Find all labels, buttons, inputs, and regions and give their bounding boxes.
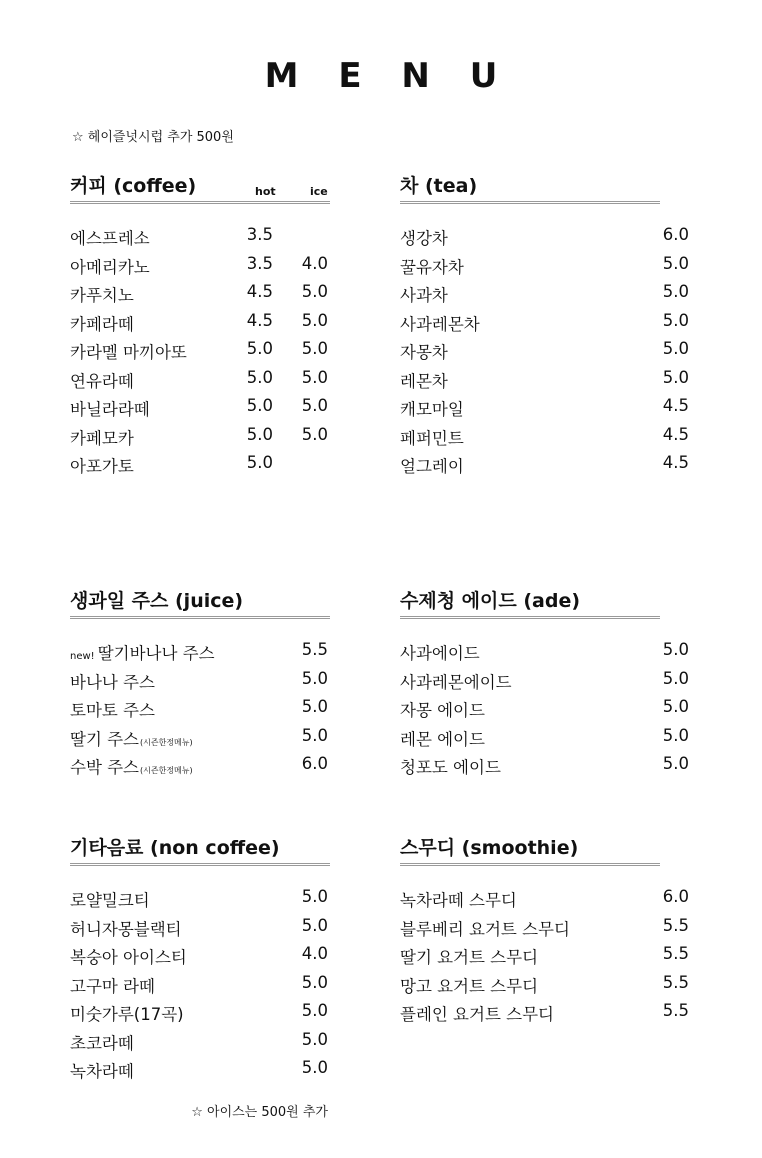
juice-list (70, 640, 330, 783)
item-label: 바나나 주스 (70, 672, 155, 692)
section-smoothie (400, 834, 689, 1030)
menu-item-row (400, 725, 689, 755)
section-title: 생과일 주스 (juice) (70, 590, 244, 612)
item-price: 5.5 (662, 1001, 689, 1020)
menu-item-row (70, 339, 330, 368)
menu-item-row (400, 282, 689, 311)
section-title: 기타음료 (non coffee) (70, 837, 280, 859)
item-name (70, 1030, 134, 1054)
season-limited-tag: (시즌한정메뉴) (140, 737, 193, 747)
menu-item-row (70, 1001, 330, 1030)
item-price: 5.0 (662, 640, 689, 659)
item-name (400, 396, 464, 420)
section-tea (400, 172, 689, 482)
menu-item-row (400, 225, 689, 254)
item-name: 카페라떼 (70, 314, 134, 334)
menu-item-row (70, 225, 330, 254)
item-price: 6.0 (662, 225, 689, 244)
item-label: 초코라떼 (70, 1033, 134, 1053)
smoothie-list (400, 887, 689, 1030)
item-ice-price: 5.0 (301, 282, 328, 301)
item-name (70, 887, 150, 911)
item-price: 5.0 (301, 887, 328, 906)
item-label: 로얄밀크티 (70, 891, 150, 910)
season-limited-tag: (시즌한정메뉴) (140, 766, 193, 775)
item-label: 자몽 에이드 (400, 701, 485, 720)
item-name (400, 640, 480, 664)
menu-item-row (70, 1058, 330, 1087)
item-name (400, 669, 512, 693)
item-name: 아메리카노 (70, 257, 150, 277)
item-name (70, 1058, 134, 1082)
menu-item-row (400, 453, 689, 482)
item-hot-price: 5.0 (246, 453, 273, 472)
item-name: 연유라떼 (70, 371, 134, 391)
menu-item-row (400, 915, 689, 945)
item-name (70, 973, 155, 997)
tea-list (400, 225, 689, 482)
menu-item-row (400, 310, 689, 340)
menu-item-row (400, 668, 689, 698)
item-ice-price: 5.0 (301, 367, 328, 387)
item-name (70, 669, 155, 693)
menu-item-row (70, 396, 330, 425)
item-name (70, 697, 155, 721)
item-price: 5.0 (301, 1001, 328, 1020)
item-name (70, 1001, 184, 1025)
menu-item-row (70, 640, 330, 669)
item-price: 4.0 (301, 944, 328, 963)
item-label: 생강차 (400, 229, 448, 248)
item-price: 6.0 (662, 887, 689, 906)
item-label: 사과레몬차 (400, 314, 480, 334)
section-juice (70, 587, 330, 783)
hazelnut-syrup-note: ☆ 헤이즐넛시럽 추가 500원 (72, 130, 234, 145)
menu-item-row (400, 424, 689, 454)
item-name: 카라멜 마끼아또 (70, 343, 187, 362)
item-hot-price: 5.0 (246, 339, 273, 358)
menu-item-row (400, 253, 689, 283)
menu-item-row (70, 425, 330, 454)
item-name (400, 944, 538, 968)
item-hot-price: 3.5 (246, 253, 273, 273)
item-label: 토마토 주스 (70, 701, 155, 720)
section-title: 스무디 (smoothie) (400, 837, 579, 859)
item-price: 5.0 (662, 754, 689, 773)
menu-item-row (400, 396, 689, 425)
item-label: 딸기 주스 (70, 729, 140, 749)
item-label: 얼그레이 (400, 457, 464, 476)
menu-item-row (400, 1001, 689, 1030)
ade-list (400, 640, 689, 783)
item-hot-price: 4.5 (246, 310, 273, 330)
item-label: 녹차라떼 스무디 (400, 891, 517, 910)
item-label: 레몬 에이드 (400, 729, 485, 749)
item-name: 아포가토 (70, 457, 134, 476)
item-ice-price: 5.0 (301, 396, 328, 415)
item-name (400, 254, 464, 278)
item-price: 5.5 (662, 944, 689, 963)
menu-item-row (400, 697, 689, 726)
item-label: 꿀유자차 (400, 257, 464, 277)
item-price: 4.5 (662, 424, 689, 444)
item-label: 블루베리 요거트 스무디 (400, 919, 570, 939)
item-label: 레몬차 (400, 371, 448, 391)
item-name (70, 726, 193, 750)
menu-item-row (70, 453, 330, 482)
menu-item-row (70, 282, 330, 311)
item-price: 5.0 (662, 339, 689, 358)
item-label: 사과차 (400, 286, 448, 305)
menu-item-row (70, 726, 330, 755)
menu-item-row (400, 367, 689, 397)
item-price: 5.0 (662, 668, 689, 688)
item-label: 청포도 에이드 (400, 758, 501, 777)
item-label: 고구마 라떼 (70, 976, 155, 996)
menu-item-row (400, 944, 689, 973)
item-label: 사과에이드 (400, 644, 480, 663)
item-ice-price: 4.0 (301, 253, 328, 273)
item-name (400, 1001, 554, 1025)
item-label: 허니자몽블랙티 (70, 919, 182, 939)
section-title: 수제청 에이드 (ade) (400, 590, 581, 612)
item-name (70, 944, 187, 968)
menu-item-row (70, 669, 330, 698)
item-name: 카페모카 (70, 428, 134, 448)
item-price: 5.0 (662, 697, 689, 716)
item-name (400, 311, 480, 335)
item-label: 자몽차 (400, 343, 448, 362)
menu-item-row (70, 1030, 330, 1059)
item-name: 바닐라라떼 (70, 400, 150, 419)
section-title: 차 (tea) (400, 175, 478, 197)
item-price: 5.0 (301, 697, 328, 716)
item-ice-price: 5.0 (301, 310, 328, 330)
item-label: 녹차라떼 (70, 1062, 134, 1081)
menu-item-row (70, 887, 330, 916)
item-hot-price: 5.0 (246, 396, 273, 415)
item-name (400, 887, 517, 911)
menu-item-row (70, 916, 330, 945)
item-label: 플레인 요거트 스무디 (400, 1005, 554, 1024)
item-name (400, 754, 501, 778)
menu-item-row (400, 640, 689, 669)
section-header (70, 587, 330, 619)
item-label: 딸기바나나 주스 (97, 644, 215, 663)
item-ice-price: 5.0 (301, 424, 328, 444)
item-name (400, 225, 448, 249)
item-price: 5.0 (662, 367, 689, 387)
item-hot-price: 3.5 (246, 225, 273, 244)
item-hot-price: 5.0 (246, 424, 273, 444)
new-badge: new! (70, 651, 95, 662)
item-price: 5.0 (662, 253, 689, 273)
item-name (400, 425, 464, 449)
item-label: 딸기 요거트 스무디 (400, 948, 539, 967)
item-name (400, 339, 448, 363)
item-label: 페퍼민트 (400, 428, 464, 448)
item-name (70, 754, 193, 778)
section-title: 커피 (coffee) (70, 175, 197, 197)
item-price: 5.0 (662, 725, 689, 745)
item-price: 5.5 (662, 915, 689, 935)
item-name (400, 916, 570, 940)
section-header (70, 172, 330, 204)
section-header (400, 834, 660, 866)
item-name (400, 973, 538, 997)
item-price: 4.5 (662, 453, 689, 472)
item-price: 4.5 (662, 396, 689, 415)
menu-item-row (70, 311, 330, 340)
section-non-coffee (70, 834, 330, 1087)
item-price: 5.0 (301, 915, 328, 935)
menu-item-row (70, 254, 330, 283)
menu-item-row (70, 973, 330, 1002)
item-price: 5.0 (301, 1058, 328, 1077)
item-label: 수박 주스 (70, 758, 140, 777)
item-name: 에스프레소 (70, 229, 150, 248)
menu-item-row (400, 887, 689, 916)
item-name (400, 453, 464, 477)
menu-item-row (400, 339, 689, 368)
item-hot-price: 5.0 (246, 367, 273, 387)
menu-item-row (70, 944, 330, 973)
menu-item-row (70, 368, 330, 397)
item-label: 캐모마일 (400, 400, 464, 419)
section-coffee (70, 172, 330, 482)
coffee-list (70, 225, 330, 482)
item-label: 망고 요거트 스무디 (400, 976, 539, 996)
item-price: 5.0 (301, 972, 328, 992)
item-name (70, 640, 215, 664)
item-price: 5.5 (301, 640, 328, 659)
section-header (400, 587, 660, 619)
section-ade (400, 587, 689, 783)
section-header (70, 834, 330, 866)
item-label: 복숭아 아이스티 (70, 948, 187, 967)
item-ice-price: 5.0 (301, 339, 328, 358)
menu-item-row (400, 972, 689, 1002)
ice-surcharge-note: ☆ 아이스는 500원 추가 (191, 1105, 328, 1120)
item-hot-price: 4.5 (246, 282, 273, 301)
item-price: 6.0 (301, 754, 328, 773)
menu-item-row (70, 697, 330, 726)
item-label: 미숫가루(17곡) (70, 1005, 184, 1024)
menu-item-row (70, 754, 330, 783)
item-name (400, 697, 485, 721)
menu-title: M E N U (264, 56, 512, 96)
menu-item-row (400, 754, 689, 783)
section-header (400, 172, 660, 204)
item-name (400, 368, 448, 392)
item-price: 5.0 (301, 1029, 328, 1049)
item-name: 카푸치노 (70, 286, 134, 305)
item-price: 5.0 (301, 668, 328, 688)
ice-column-header: ice (310, 185, 328, 198)
hot-column-header: hot (255, 185, 276, 198)
non-coffee-list (70, 887, 330, 1087)
item-label: 사과레몬에이드 (400, 672, 512, 692)
item-name (400, 282, 448, 306)
item-name (400, 726, 485, 750)
item-name (70, 916, 182, 940)
item-price: 5.5 (662, 972, 689, 992)
item-price: 5.0 (662, 310, 689, 330)
item-price: 5.0 (301, 725, 328, 745)
item-price: 5.0 (662, 282, 689, 301)
